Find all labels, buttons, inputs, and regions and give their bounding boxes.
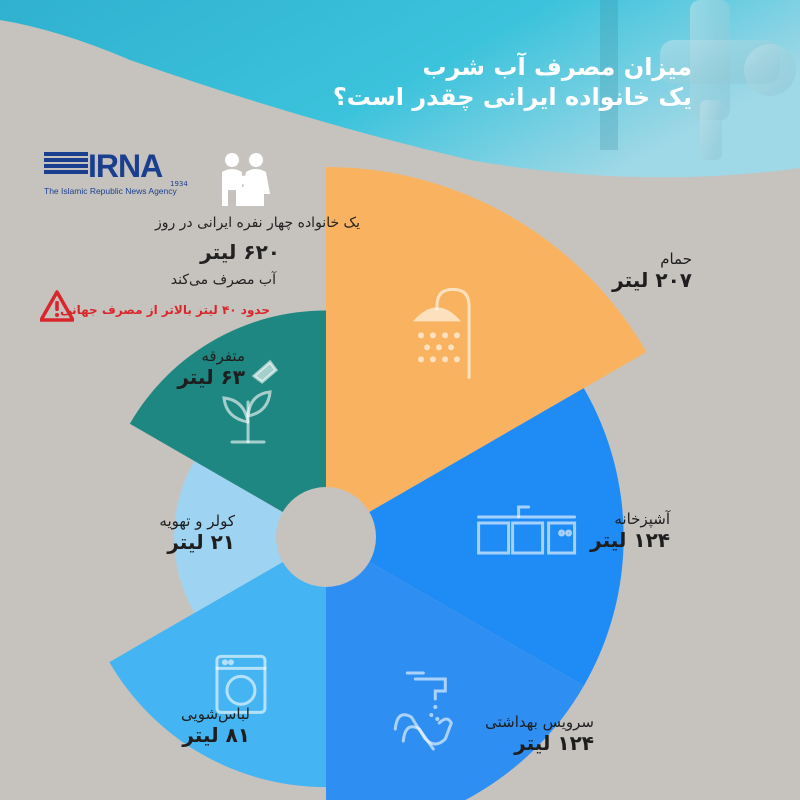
label-shower-value: ۲۰۷ لیتر [612, 268, 692, 292]
title-line-1: میزان مصرف آب شرب [422, 53, 692, 81]
label-laundry-value: ۸۱ لیتر [182, 723, 250, 747]
total-consumption: ۶۲۰ لیتر [200, 240, 280, 264]
label-toilet-value: ۱۲۴ لیتر [514, 731, 594, 755]
label-toilet-name: سرویس بهداشتی [485, 713, 594, 731]
label-kitchen [590, 510, 670, 552]
label-misc-value: ۶۳ لیتر [177, 365, 245, 389]
title-line-2: یک خانواده ایرانی چقدر است؟ [332, 83, 692, 111]
label-shower [612, 250, 692, 292]
info-line-3: آب مصرف می‌کند [170, 272, 276, 288]
logo-wordmark: IRNA [88, 148, 163, 184]
info-line-1: یک خانواده چهار نفره ایرانی در روز [154, 215, 360, 231]
label-cooler-value: ۲۱ لیتر [167, 530, 235, 554]
label-kitchen-name: آشپزخانه [614, 510, 670, 528]
logo-stripes [44, 152, 88, 180]
world-comparison-note: حدود ۴۰ لیتر بالاتر از مصرف جهانی [59, 303, 270, 317]
label-kitchen-value: ۱۲۴ لیتر [590, 528, 670, 552]
warning-icon [40, 290, 74, 322]
label-misc [177, 347, 245, 389]
label-laundry-name: لباس‌شویی [181, 705, 250, 723]
logo-tagline: The Islamic Republic News Agency [44, 186, 177, 196]
logo-year: 1934 [170, 180, 188, 188]
irna-logo [44, 150, 194, 202]
label-shower-name: حمام [660, 250, 692, 268]
family-icon [214, 150, 274, 210]
label-cooler-name: کولر و تهویه [159, 512, 235, 530]
label-toilet [485, 713, 594, 755]
chart-center-hole [278, 489, 374, 585]
label-misc-name: متفرقه [201, 347, 245, 365]
label-laundry [181, 705, 250, 747]
label-cooler [159, 512, 235, 554]
page-title [272, 52, 692, 112]
